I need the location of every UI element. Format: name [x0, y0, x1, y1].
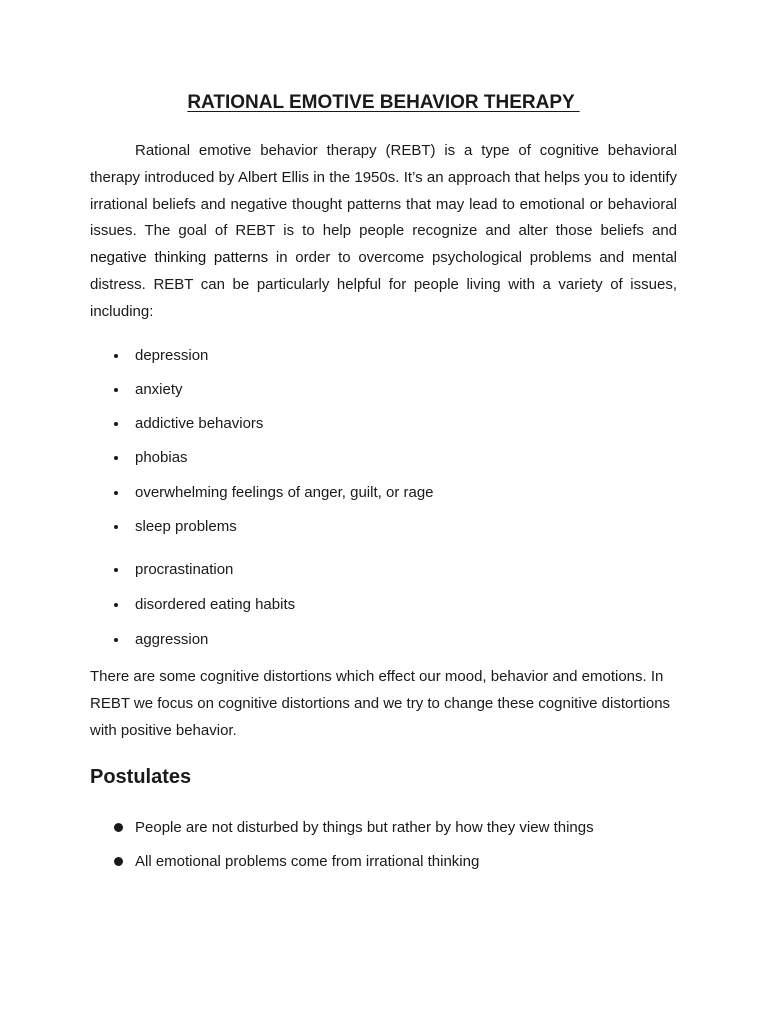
- intro-text-before: Rational emotive behavior therapy (REBT) is a type of cognitive behavioral therapy introduced by Albert Ellis in the 1950s. It’s an approach that helps you to identify irrational beliefs and negative thought patterns that may lead to emotional or behavioral issues. The goal of REBT is to help people recognize and alter those beliefs and: [90, 142, 677, 240]
- bullet-icon: [114, 823, 123, 832]
- bullet-icon: [114, 603, 118, 607]
- bullet-icon: [114, 491, 118, 495]
- distortions-paragraph: There are some cognitive distortions which effect our mood, behavior and emotions. In REBT we focus on cognitive distortions and we try to change these cognitive distortions with positive behavior.: [90, 668, 671, 739]
- list-item: [135, 517, 237, 537]
- bullet-icon: [114, 638, 118, 642]
- list-item: [135, 414, 263, 434]
- list-item: [135, 595, 295, 615]
- list-item: [135, 483, 434, 503]
- list-item-text: sleep problems: [135, 518, 237, 535]
- list-item: [135, 380, 183, 400]
- bullet-icon: [114, 568, 118, 572]
- list-item-text: disordered eating habits: [135, 596, 296, 613]
- list-item: [135, 448, 188, 468]
- list-item: [135, 852, 479, 872]
- bullet-icon: [114, 456, 118, 460]
- bullet-icon: [114, 525, 118, 529]
- list-item-text: anxiety: [135, 381, 183, 398]
- list-item-text: phobias: [135, 449, 188, 466]
- postulates-heading: Postulates: [90, 766, 192, 788]
- list-item-text: addictive behaviors: [135, 415, 264, 432]
- intro-text-after: in order to overcome psychological problems and mental distress. REBT can be particularly helpful for people living with a variety of issues, including:: [90, 249, 677, 320]
- list-item-text: overwhelming feelings of anger, guilt, or rage: [135, 484, 434, 501]
- list-item-text: People are not disturbed by things but rather by how they view things: [135, 819, 594, 836]
- list-item-text: depression: [135, 347, 209, 364]
- list-item: [135, 560, 233, 580]
- bullet-icon: [114, 857, 123, 866]
- bullet-icon: [114, 388, 118, 392]
- bullet-icon: [114, 422, 118, 426]
- negative-thinking-patterns-link[interactable]: negative thinking patterns: [90, 249, 269, 267]
- list-item-text: procrastination: [135, 561, 234, 578]
- document-title: RATIONAL EMOTIVE BEHAVIOR THERAPY: [187, 92, 580, 113]
- bullet-icon: [114, 354, 118, 358]
- list-item: [135, 630, 208, 650]
- document-page: [90, 0, 677, 1024]
- list-item: [135, 346, 208, 366]
- list-item-text: aggression: [135, 631, 209, 648]
- list-item: [135, 818, 594, 838]
- list-item-text: All emotional problems come from irrational thinking: [135, 853, 480, 870]
- intro-paragraph: [90, 138, 677, 326]
